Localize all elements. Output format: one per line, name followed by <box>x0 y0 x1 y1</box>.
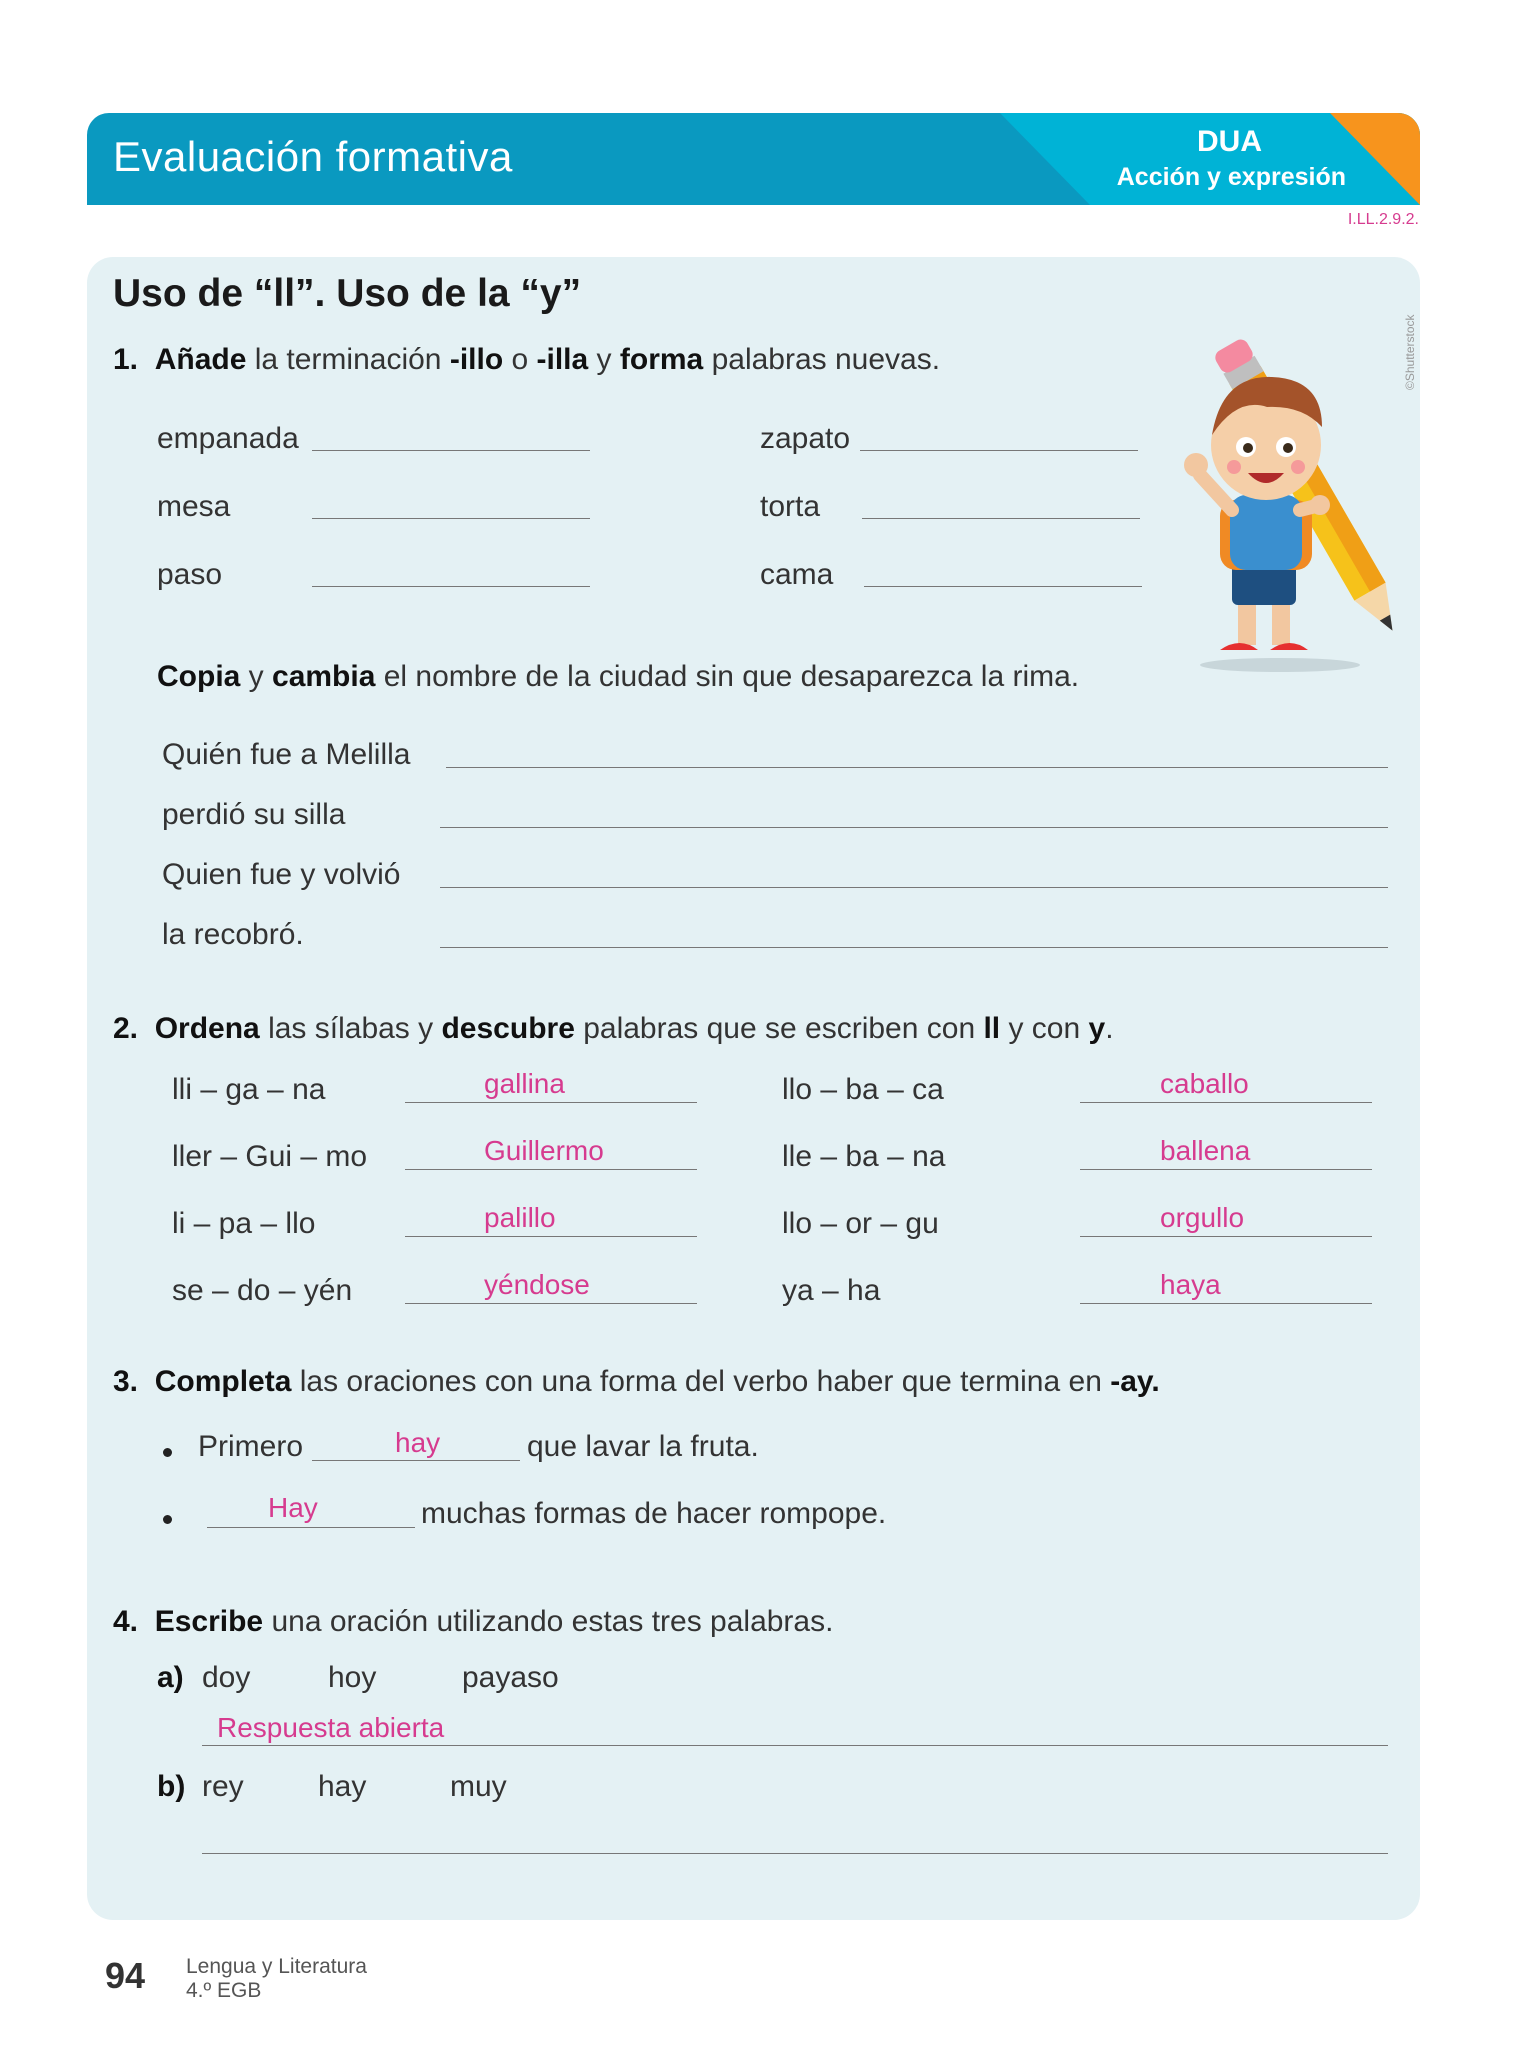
answer-text: caballo <box>1160 1068 1249 1099</box>
q1-word: mesa <box>157 490 231 523</box>
q1-answer-line[interactable] <box>864 586 1142 587</box>
q2-answer-line[interactable] <box>1080 1169 1372 1170</box>
q1-answer-line[interactable] <box>312 518 590 519</box>
sentence-text: que lavar la fruta. <box>527 1430 759 1463</box>
answer-text: gallina <box>484 1068 565 1099</box>
word: payaso <box>462 1661 559 1694</box>
answer-text: orgullo <box>1160 1202 1245 1233</box>
bullet <box>163 1448 172 1457</box>
page-number: 94 <box>105 1955 146 1996</box>
poem-line: la recobró. <box>162 918 304 951</box>
answer-text: haya <box>1160 1269 1221 1300</box>
syllables: lle – ba – na <box>782 1140 946 1173</box>
q2-answer-line[interactable] <box>405 1169 697 1170</box>
subject-name: Lengua y Literatura <box>186 1955 367 1978</box>
grade-level: 4.º EGB <box>186 1979 262 2002</box>
q4-answer-line[interactable] <box>202 1745 1388 1746</box>
answer-text: hay <box>395 1427 441 1458</box>
q2-answer-line[interactable] <box>1080 1303 1372 1304</box>
q2-instruction: 2. Ordena las sílabas y descubre palabras que se escriben con ll y con y. <box>113 1012 1114 1045</box>
poem-answer-line[interactable] <box>440 887 1388 888</box>
q1-word: torta <box>760 490 821 523</box>
q1-instruction: 1. Añade la terminación -illo o -illa y forma palabras nuevas. <box>113 343 941 376</box>
q3-answer-line[interactable] <box>312 1460 520 1461</box>
image-credit: ©Shutterstock <box>1403 314 1417 390</box>
word: rey <box>202 1770 244 1803</box>
q4-instruction: 4. Escribe una oración utilizando estas tres palabras. <box>113 1605 834 1638</box>
answer-text: ballena <box>1160 1135 1251 1166</box>
poem-answer-line[interactable] <box>446 767 1388 768</box>
bullet <box>163 1515 172 1524</box>
syllables: ya – ha <box>782 1274 881 1307</box>
item-label: a) <box>157 1661 184 1694</box>
answer-text: Respuesta abierta <box>217 1712 445 1743</box>
q2-answer-line[interactable] <box>1080 1102 1372 1103</box>
q1-word: paso <box>157 558 223 591</box>
q1-answer-line[interactable] <box>312 450 590 451</box>
item-label: b) <box>157 1770 186 1803</box>
poem-line: Quién fue a Melilla <box>162 738 411 771</box>
q1-word: cama <box>760 558 834 591</box>
dua-badge-title: DUA <box>1197 125 1262 158</box>
q2-answer-line[interactable] <box>405 1236 697 1237</box>
answer-text: yéndose <box>484 1269 590 1300</box>
word: doy <box>202 1661 251 1694</box>
sentence-text: Primero <box>198 1430 304 1463</box>
q1-copy-instruction: Copia y cambia el nombre de la ciudad sin que desaparezca la rima. <box>157 660 1080 693</box>
q1-word: empanada <box>157 422 299 455</box>
header-banner <box>87 113 1420 205</box>
syllables: ller – Gui – mo <box>172 1140 368 1173</box>
subject-info <box>186 1955 367 2003</box>
q3-instruction: 3. Completa las oraciones con una forma del verbo haber que termina en -ay. <box>113 1365 1160 1398</box>
answer-text: Guillermo <box>484 1135 604 1166</box>
section-title: Uso de “ll”. Uso de la “y” <box>113 272 582 315</box>
poem-answer-line[interactable] <box>440 827 1388 828</box>
syllables: llo – or – gu <box>782 1207 939 1240</box>
dua-badge-subtitle: Acción y expresión <box>1116 163 1346 191</box>
q3-answer-line[interactable] <box>207 1527 415 1528</box>
word: hay <box>318 1770 367 1803</box>
word: muy <box>450 1770 507 1803</box>
q1-answer-line[interactable] <box>312 586 590 587</box>
word: hoy <box>328 1661 377 1694</box>
answer-text: palillo <box>484 1202 556 1233</box>
syllables: se – do – yén <box>172 1274 353 1307</box>
q1-answer-line[interactable] <box>860 450 1138 451</box>
poem-line: perdió su silla <box>162 798 346 831</box>
syllables: li – pa – llo <box>172 1207 316 1240</box>
q1-answer-line[interactable] <box>862 518 1140 519</box>
q2-answer-line[interactable] <box>405 1303 697 1304</box>
syllables: lli – ga – na <box>172 1073 326 1106</box>
curriculum-code: I.LL.2.9.2. <box>1347 211 1419 228</box>
answer-text: Hay <box>268 1492 318 1523</box>
q4-answer-line[interactable] <box>202 1853 1388 1854</box>
q2-answer-line[interactable] <box>405 1102 697 1103</box>
q1-word: zapato <box>760 422 851 455</box>
boy-with-pencil-illustration <box>1170 335 1415 675</box>
poem-line: Quien fue y volvió <box>162 858 401 891</box>
syllables: llo – ba – ca <box>782 1073 944 1106</box>
sentence-text: muchas formas de hacer rompope. <box>421 1497 887 1530</box>
page-title: Evaluación formativa <box>113 133 513 180</box>
poem-answer-line[interactable] <box>440 947 1388 948</box>
q2-answer-line[interactable] <box>1080 1236 1372 1237</box>
